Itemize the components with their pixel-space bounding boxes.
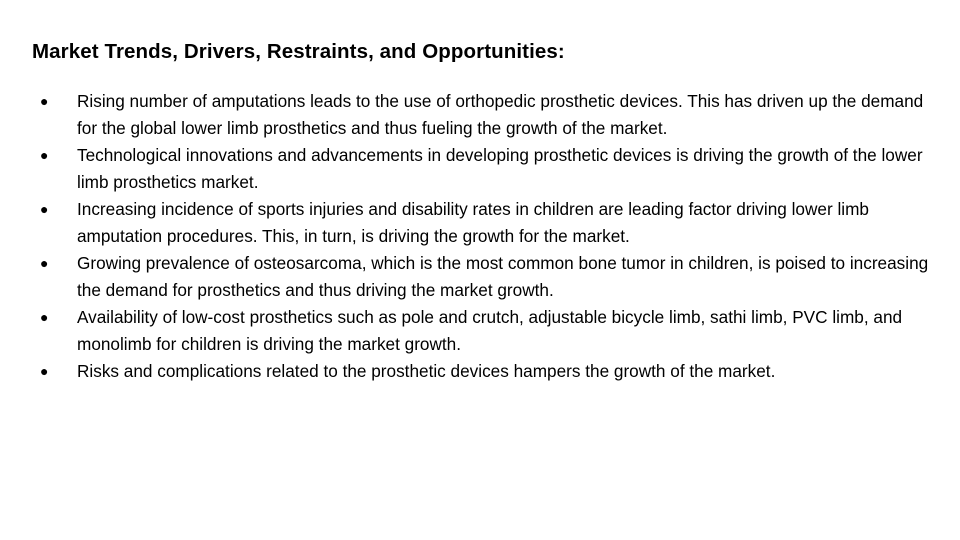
bullet-text: Risks and complications related to the prosthetic devices hampers the growth of the market. <box>77 361 776 381</box>
bullet-text: Availability of low-cost prosthetics such as pole and crutch, adjustable bicycle limb, sathi limb, PVC limb, and monolimb for children is driving the market growth. <box>77 307 903 354</box>
list-item <box>40 196 940 250</box>
bullet-text: Increasing incidence of sports injuries and disability rates in children are leading factor driving lower limb amputation procedures. This, in turn, is driving the growth for the market. <box>77 199 869 246</box>
list-item <box>40 88 940 142</box>
bullet-text: Technological innovations and advancements in developing prosthetic devices is driving the growth of the lower limb prosthetics market. <box>77 145 923 192</box>
bullet-icon: ● <box>40 309 49 325</box>
bullet-icon: ● <box>40 255 49 271</box>
bullet-text: Growing prevalence of osteosarcoma, which is the most common bone tumor in children, is poised to increasing the demand for prosthetics and thus driving the market growth. <box>77 253 929 300</box>
list-item <box>40 250 940 304</box>
bullet-icon: ● <box>40 147 49 163</box>
list-item <box>40 304 940 358</box>
bullet-text: Rising number of amputations leads to the use of orthopedic prosthetic devices. This has driven up the demand for the global lower limb prosthetics and thus fueling the growth of the market. <box>77 91 924 138</box>
list-item <box>40 358 940 385</box>
list-item <box>40 142 940 196</box>
bullet-icon: ● <box>40 201 49 217</box>
slide-title: Market Trends, Drivers, Restraints, and Opportunities: <box>32 40 565 63</box>
bullet-icon: ● <box>40 363 49 379</box>
bullet-list <box>40 88 940 385</box>
bullet-icon: ● <box>40 93 49 109</box>
